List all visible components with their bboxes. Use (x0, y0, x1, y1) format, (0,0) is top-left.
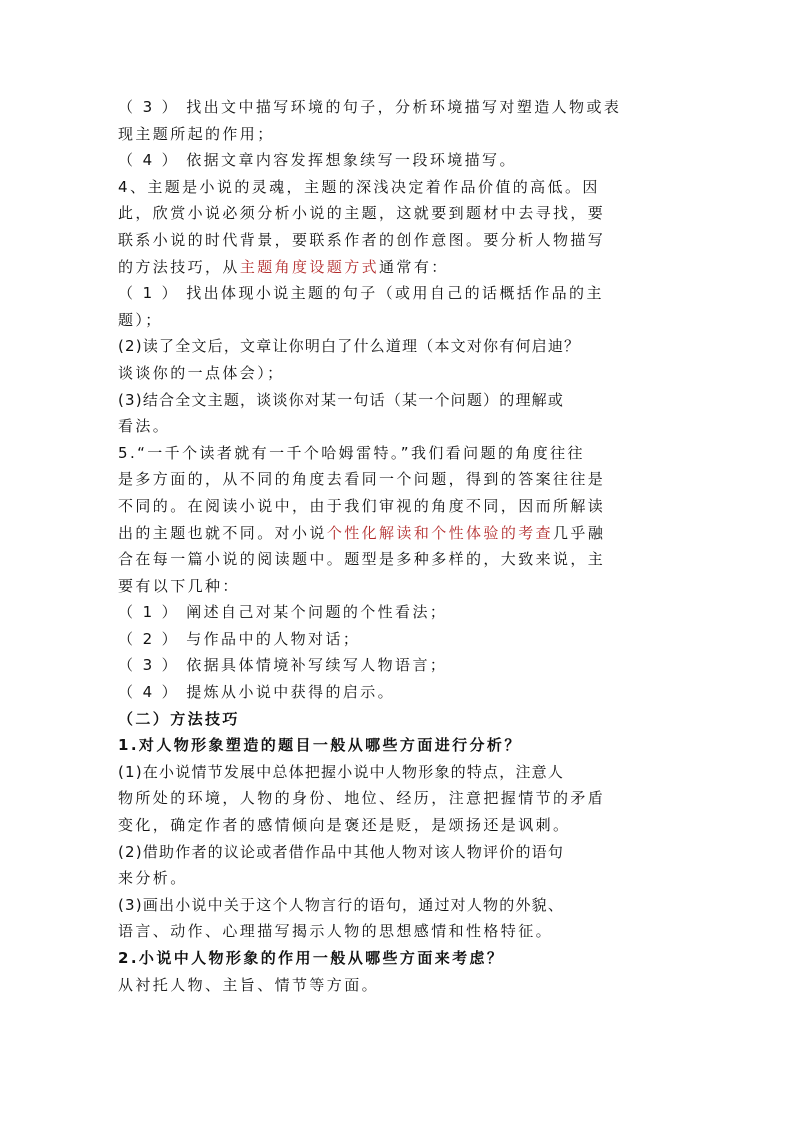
text-line: （ 1 ） 找出体现小说主题的句子（或用自己的话概括作品的主 (118, 284, 604, 303)
text-line: (3)结合全文主题，谈谈你对某一句话（某一个问题）的理解或 (118, 390, 565, 409)
text-line: 来分析。 (118, 869, 188, 888)
text-line: （ 3 ） 找出文中描写环境的句子，分析环境描写对塑造人物或表 (118, 98, 622, 116)
question-heading: 1.对人物形象塑造的题目一般从哪些方面进行分析？ (118, 736, 522, 755)
question-heading: 2.小说中人物形象的作用一般从哪些方面来考虑？ (118, 949, 505, 967)
section-heading: （二）方法技巧 (118, 709, 240, 728)
text-line: 看法。 (118, 417, 171, 436)
text-line: 合在每一篇小说的阅读题中。题型是多种多样的，大致来说，主 (118, 550, 606, 569)
text-line: 语言、动作、心理描写揭示人物的思想感情和性格特征。 (118, 922, 554, 941)
text-line: （ 3 ） 依据具体情境补写续写人物语言； (118, 656, 448, 675)
text-line: 4、主题是小说的灵魂，主题的深浅决定着作品价值的高低。因 (118, 177, 600, 196)
line-text: 的方法技巧，从 (118, 257, 240, 276)
text-line: （ 1 ） 阐述自己对某个问题的个性看法； (118, 603, 448, 622)
highlighted-phrase: 主题角度设题方式 (239, 257, 380, 276)
text-line: 此，欣赏小说必须分析小说的主题，这就要到题材中去寻找，要 (118, 204, 606, 223)
text-line: 5.“一千个读者就有一千个哈姆雷特。”我们看问题的角度往往 (118, 443, 585, 462)
text-line: 现主题所起的作用； (118, 124, 275, 143)
text-line-with-highlight (118, 254, 674, 281)
text-line: 要有以下几种： (118, 576, 240, 595)
text-line: (3)画出小说中关于这个人物言行的语句，通过对人物的外貌、 (118, 895, 565, 914)
text-line: 是多方面的，从不同的角度去看同一个问题，得到的答案往往是 (118, 470, 606, 489)
text-line: 联系小说的时代背景，要联系作者的创作意图。要分析人物描写 (118, 230, 606, 249)
text-line: 从衬托人物、主旨、情节等方面。 (118, 975, 380, 994)
text-line: 谈谈你的一点体会）； (118, 363, 285, 382)
text-line: 变化，确定作者的感情倾向是褒还是贬，是颂扬还是讽刺。 (118, 816, 571, 835)
highlighted-phrase: 个性化解读和个性体验的考查 (326, 523, 554, 542)
text-line: (2)借助作者的议论或者借作品中其他人物对该人物评价的语句 (118, 842, 565, 861)
line-text: 通常有： (379, 257, 449, 276)
text-line: 物所处的环境，人物的身份、地位、经历，注意把握情节的矛盾 (118, 789, 606, 808)
line-text: 几乎融 (553, 523, 606, 542)
text-line-with-highlight (118, 520, 674, 547)
text-line: （ 4 ） 提炼从小说中获得的启示。 (118, 683, 396, 702)
text-line: (1)在小说情节发展中总体把握小说中人物形象的特点，注意人 (118, 762, 565, 781)
line-text: 出的主题也就不同。对小说 (118, 523, 327, 542)
text-line: （ 4 ） 依据文章内容发挥想象续写一段环境描写。 (118, 151, 517, 170)
text-line: 不同的。在阅读小说中，由于我们审视的角度不同，因而所解读 (118, 496, 606, 515)
text-line: （ 2 ） 与作品中的人物对话； (118, 629, 361, 648)
text-line: (2)读了全文后，文章让你明白了什么道理（本文对你有何启迪？ (118, 337, 581, 356)
text-line: 题）； (118, 310, 163, 329)
document-body (118, 94, 674, 998)
